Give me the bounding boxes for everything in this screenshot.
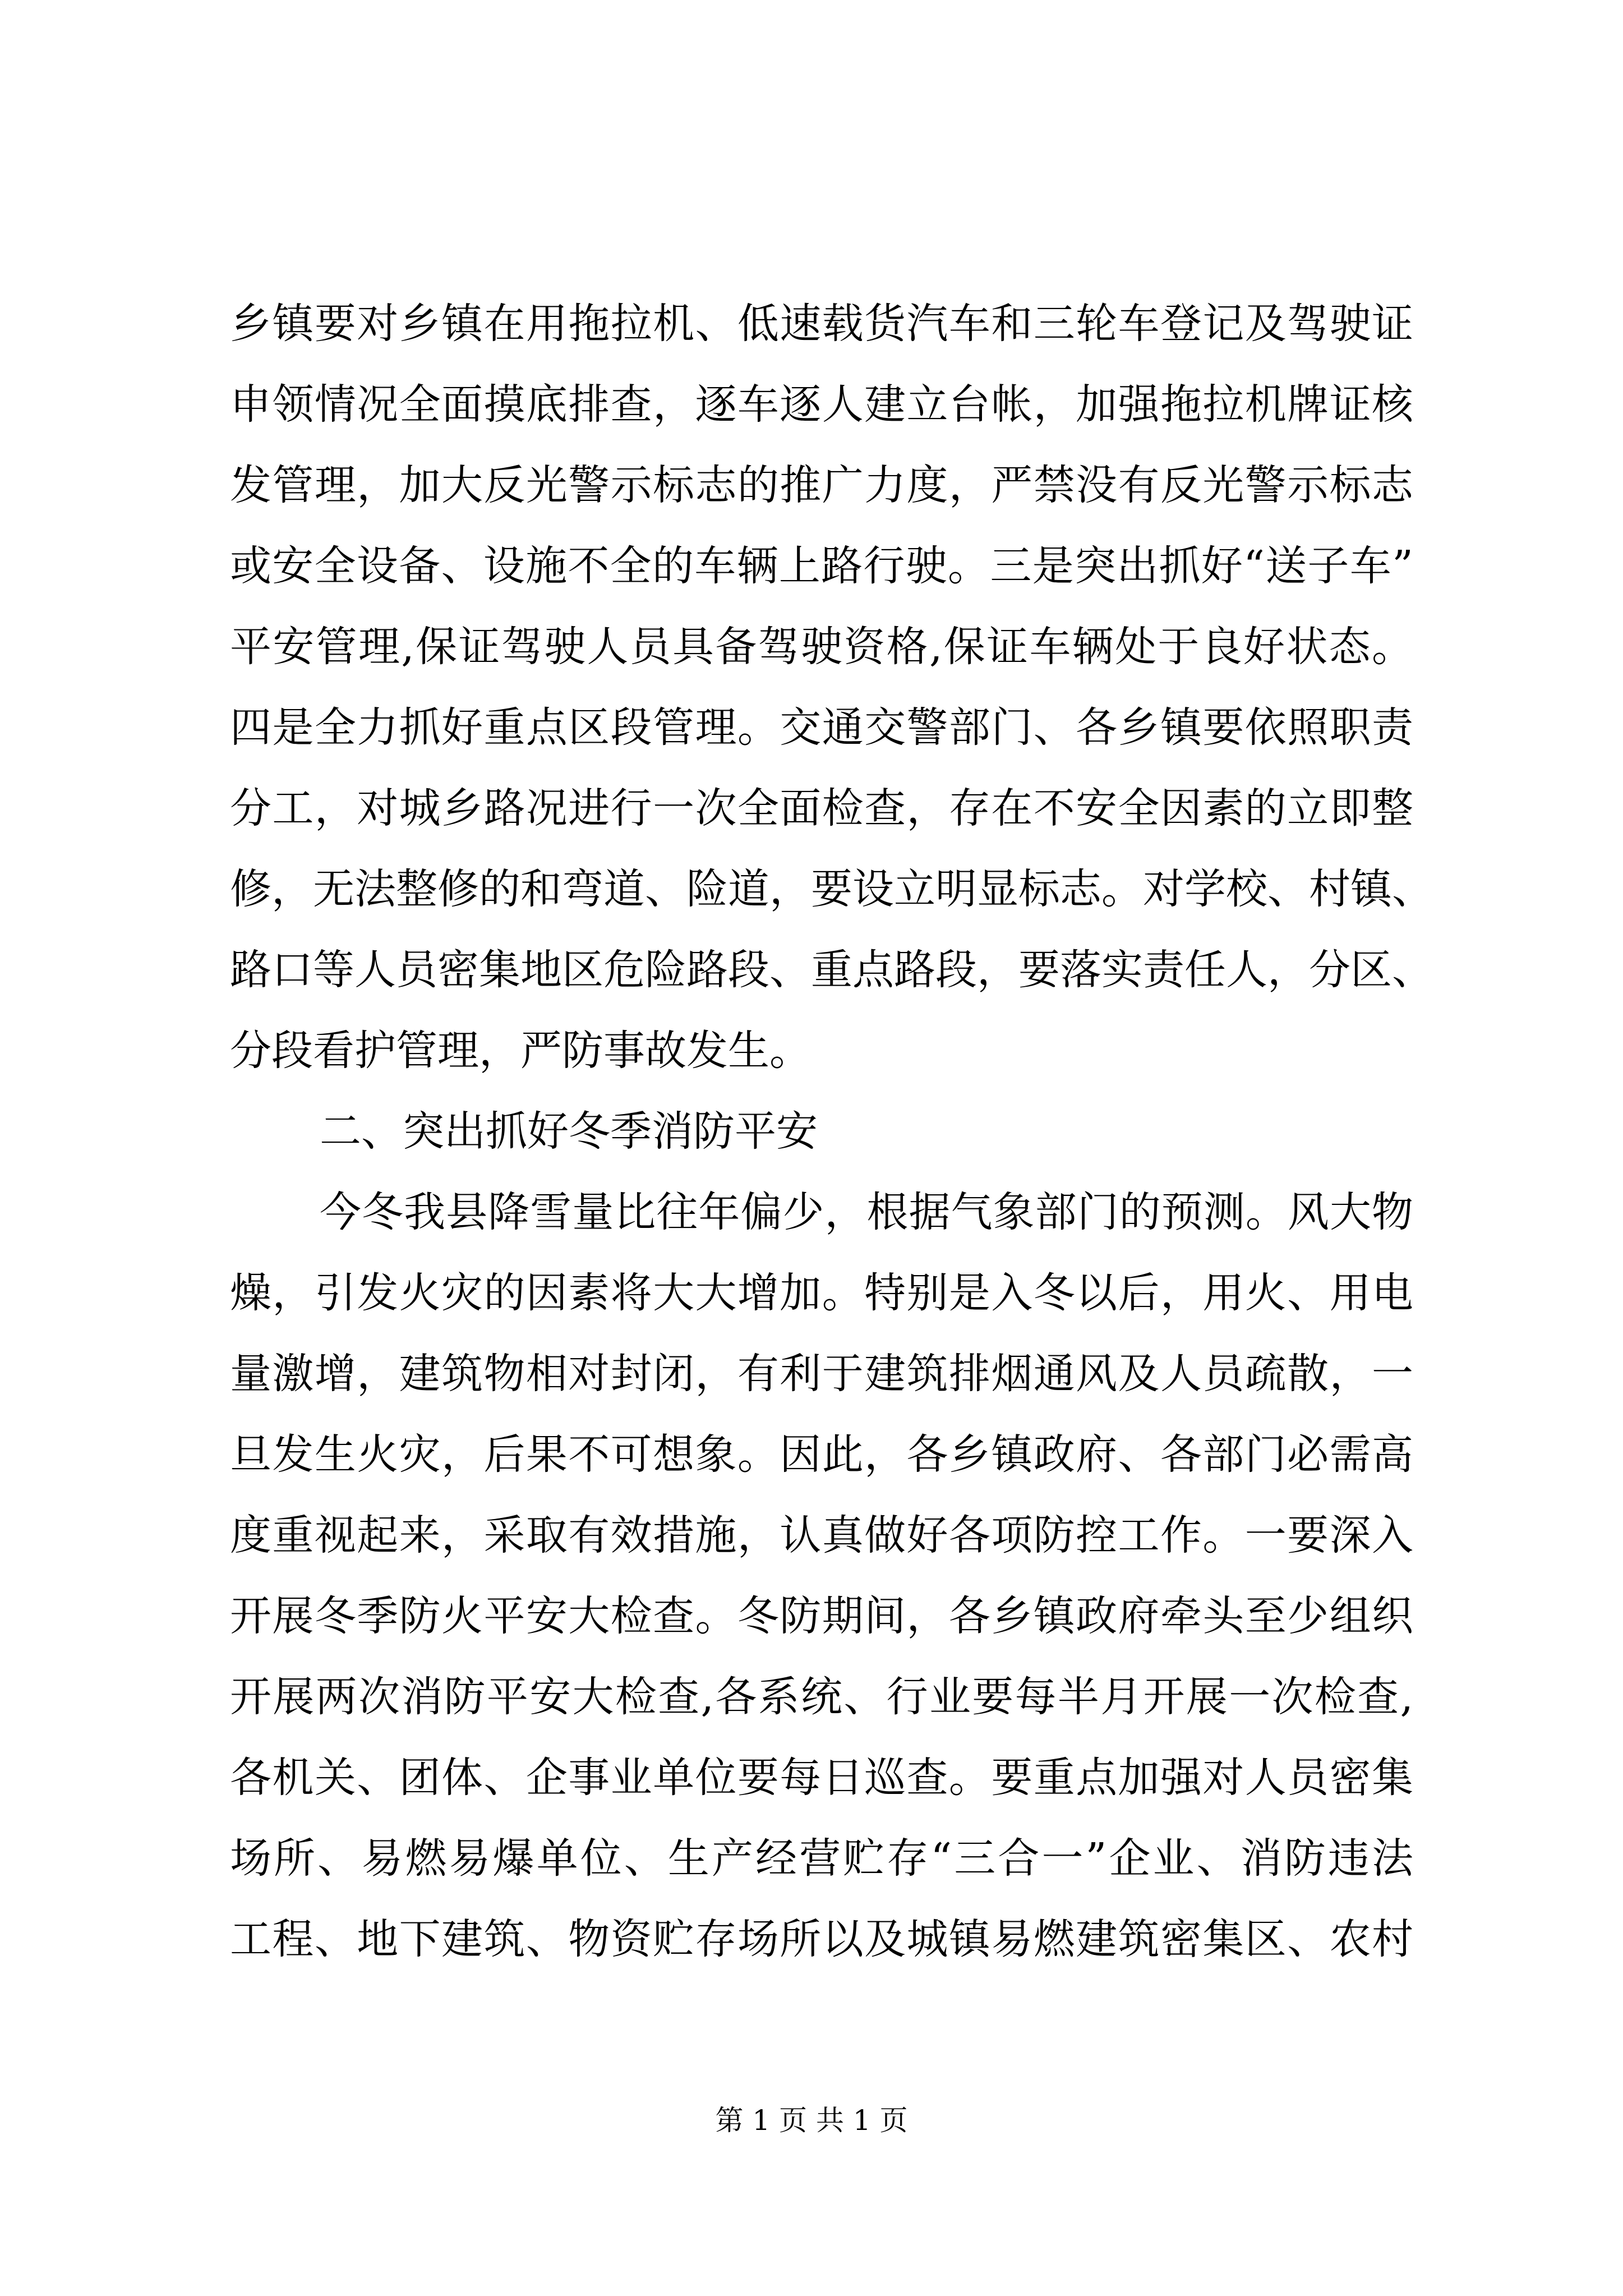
text-line: 量激增，建筑物相对封闭，有利于建筑排烟通风及人员疏散，一 [230, 1350, 1413, 1398]
paragraph-2 [230, 1172, 1413, 1980]
text-line: 开展两次消防平安大检查,各系统、行业要每半月开展一次检查, [230, 1673, 1413, 1721]
text-line: 旦发生火灾，后果不可想象。因此，各乡镇政府、各部门必需高 [230, 1430, 1413, 1479]
text-line: 工程、地下建筑、物资贮存场所以及城镇易燃建筑密集区、农村 [230, 1915, 1413, 1963]
text-line: 度重视起来，采取有效措施，认真做好各项防控工作。一要深入 [230, 1511, 1413, 1559]
text-line: 或安全设备、设施不全的车辆上路行驶。三是突出抓好“送子车” [230, 542, 1413, 590]
paragraph-1 [230, 283, 1433, 1091]
text-line: 申领情况全面摸底排查，逐车逐人建立台帐，加强拖拉机牌证核 [230, 380, 1413, 429]
section-heading: 二、突出抓好冬季消防平安 [320, 1107, 818, 1156]
text-line: 今冬我县降雪量比往年偏少，根据气象部门的预测。风大物 [320, 1188, 1413, 1236]
text-line: 四是全力抓好重点区段管理。交通交警部门、各乡镇要依照职责 [230, 703, 1413, 752]
text-line: 路口等人员密集地区危险路段、重点路段，要落实责任人，分区、 [230, 946, 1433, 994]
text-line: 开展冬季防火平安大检查。冬防期间，各乡镇政府牵头至少组织 [230, 1592, 1413, 1640]
text-line: 各机关、团体、企事业单位要每日巡查。要重点加强对人员密集 [230, 1754, 1413, 1802]
text-line: 发管理，加大反光警示标志的推广力度，严禁没有反光警示标志 [230, 461, 1413, 509]
document-body [230, 283, 1433, 1980]
text-line: 分工，对城乡路况进行一次全面检查，存在不安全因素的立即整 [230, 784, 1413, 832]
text-line: 平安管理,保证驾驶人员具备驾驶资格,保证车辆处于良好状态。 [230, 623, 1413, 671]
page-footer: 第 1 页 共 1 页 [715, 2104, 908, 2137]
text-line: 燥，引发火灾的因素将大大增加。特别是入冬以后，用火、用电 [230, 1269, 1413, 1317]
text-line: 分段看护管理，严防事故发生。 [230, 1027, 811, 1075]
text-line: 修，无法整修的和弯道、险道，要设立明显标志。对学校、村镇、 [230, 865, 1433, 913]
text-line: 场所、易燃易爆单位、生产经营贮存“三合一”企业、消防违法 [230, 1834, 1413, 1883]
text-line: 乡镇要对乡镇在用拖拉机、低速载货汽车和三轮车登记及驾驶证 [230, 300, 1413, 348]
